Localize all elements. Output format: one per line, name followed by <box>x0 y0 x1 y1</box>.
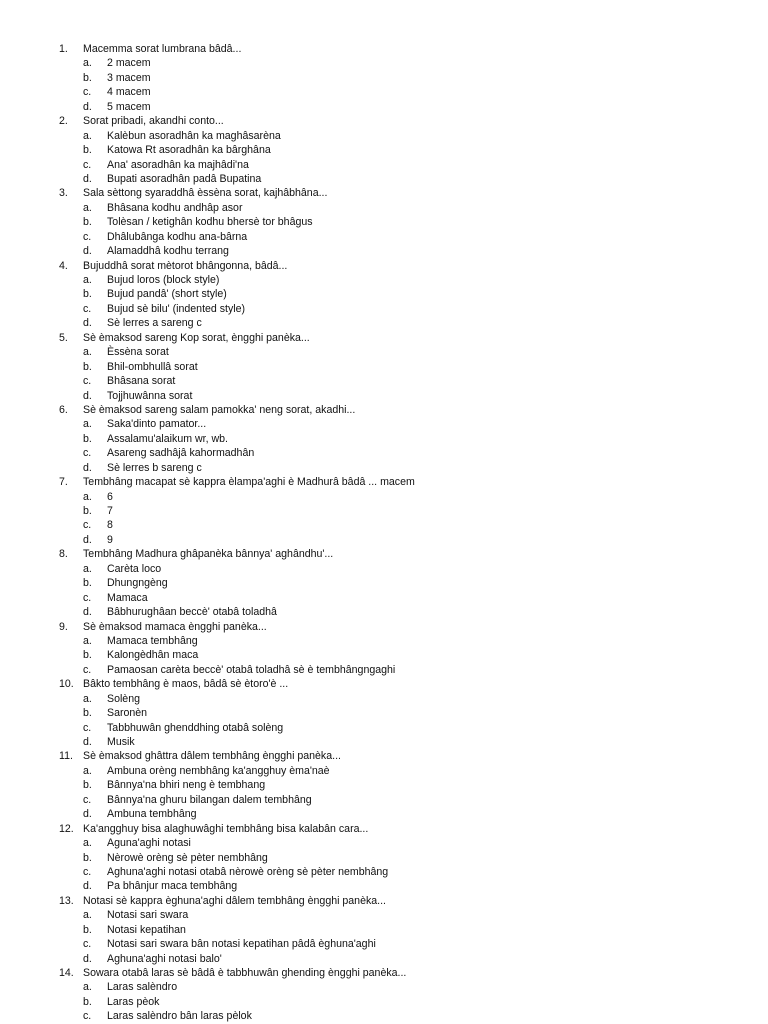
option-row <box>0 273 768 287</box>
option-letter: b. <box>83 144 92 157</box>
question-number: 1. <box>59 43 68 55</box>
option-letter: c. <box>83 447 92 460</box>
option-letter: a. <box>83 909 92 922</box>
question-number: 6. <box>59 403 68 416</box>
option-row <box>0 71 768 85</box>
option-letter: b. <box>83 995 92 1008</box>
option-text: Bhil-ombhullâ sorat <box>107 360 198 373</box>
question-item <box>0 677 768 749</box>
option-text: Solèng <box>107 692 140 705</box>
option-letter: b. <box>83 360 92 373</box>
option-letter: c. <box>83 86 92 99</box>
option-row <box>0 143 768 157</box>
option-row <box>0 865 768 879</box>
question-number: 13. <box>59 894 74 907</box>
question-row <box>0 331 768 345</box>
option-text: Bujud pandâ' (short style) <box>107 288 227 301</box>
option-text: Dhâlubânga kodhu ana-bârna <box>107 230 248 243</box>
option-letter: b. <box>83 779 92 792</box>
option-row <box>0 605 768 619</box>
option-letter: a. <box>83 57 92 70</box>
option-letter: d. <box>83 880 92 893</box>
question-text: Sowara otabâ laras sè bâdâ è tabbhuwân ghending èngghi panèka... <box>83 967 407 979</box>
option-row <box>0 389 768 403</box>
option-text: Bujud sè bilu' (indented style) <box>107 302 246 315</box>
option-text: Ambuna tembhâng <box>107 808 197 821</box>
option-letter: a. <box>83 981 92 994</box>
option-row <box>0 807 768 821</box>
option-text: Tolèsan / ketighân kodhu bhersè tor bhâgus <box>107 216 313 229</box>
question-row <box>0 894 768 908</box>
option-text: 7 <box>107 505 113 517</box>
option-row <box>0 764 768 778</box>
option-row <box>0 244 768 258</box>
question-text: Sorat pribadi, akandhi conto... <box>83 115 224 128</box>
option-letter: a. <box>83 201 92 214</box>
question-text: Bujuddhâ sorat mètorot bhângonna, bâdâ... <box>83 259 288 272</box>
option-letter: c. <box>83 938 92 951</box>
question-item <box>0 403 768 475</box>
option-text: Tabbhuwân ghenddhing otabâ solèng <box>107 721 284 734</box>
option-text: 6 <box>107 490 113 503</box>
option-row <box>0 937 768 951</box>
option-row <box>0 995 768 1009</box>
option-text: Katowa Rt asoradhân ka bârghâna <box>107 144 271 157</box>
option-letter: b. <box>83 432 92 445</box>
option-letter: d. <box>83 245 92 258</box>
option-text: 8 <box>107 519 113 532</box>
option-text: Saka'dinto pamator... <box>107 418 207 431</box>
option-letter: a. <box>83 562 92 575</box>
option-text: Bhâsana sorat <box>107 375 176 388</box>
option-letter: d. <box>83 317 92 330</box>
option-row <box>0 735 768 749</box>
option-row <box>0 316 768 330</box>
option-text: Ana' asoradhân ka majhâdi'na <box>107 158 249 171</box>
option-text: 3 macem <box>107 71 151 84</box>
option-text: Pa bhânjur maca tembhâng <box>107 880 238 893</box>
option-letter: c. <box>83 302 92 315</box>
option-text: Bânnya'na bhiri neng è tembhang <box>107 779 266 792</box>
option-row <box>0 778 768 792</box>
question-number: 9. <box>59 620 68 633</box>
question-number: 4. <box>59 259 68 272</box>
question-text: Ka'angghuy bisa alaghuwâghi tembhâng bisa kalabân cara... <box>83 822 369 835</box>
option-text: Saronèn <box>107 707 148 720</box>
option-text: Mamaca tembhâng <box>107 634 198 647</box>
question-text: Sè èmaksod sareng Kop sorat, èngghi panèka... <box>83 331 310 344</box>
option-letter: d. <box>83 606 92 619</box>
question-row <box>0 822 768 836</box>
option-text: Aghuna'aghi notasi otabâ nèrowè orèng sè pèter nembhâng <box>107 865 389 878</box>
option-row <box>0 706 768 720</box>
option-text: 4 macem <box>107 86 151 99</box>
option-text: Kalèbun asoradhân ka maghâsarèna <box>107 129 281 142</box>
question-item <box>0 475 768 547</box>
option-text: Mamaca <box>107 591 148 604</box>
question-row <box>0 42 768 56</box>
question-text: Notasi sè kappra èghuna'aghi dâlem tembhâng èngghi panèka... <box>83 894 386 907</box>
option-row <box>0 879 768 893</box>
option-row <box>0 533 768 547</box>
option-row <box>0 201 768 215</box>
question-number: 8. <box>59 548 68 561</box>
option-text: Bâbhurughâan beccè' otabâ toladhâ <box>107 606 277 619</box>
option-text: 5 macem <box>107 100 151 113</box>
question-item <box>0 114 768 186</box>
option-row <box>0 230 768 244</box>
option-text: Bhâsana kodhu andhâp asor <box>107 201 243 214</box>
option-text: Bupati asoradhân padâ Bupatina <box>107 172 262 185</box>
option-row <box>0 663 768 677</box>
option-text: Notasi sari swara <box>107 909 189 922</box>
option-letter: d. <box>83 172 92 185</box>
option-letter: c. <box>83 1010 92 1023</box>
option-letter: b. <box>83 71 92 84</box>
option-text: Sè lerres a sareng c <box>107 317 202 330</box>
question-row <box>0 186 768 200</box>
option-row <box>0 172 768 186</box>
option-row <box>0 360 768 374</box>
question-row <box>0 966 768 980</box>
option-row <box>0 432 768 446</box>
question-text: Sala sèttong syaraddhâ èssèna sorat, kajhâbhâna... <box>83 187 328 200</box>
question-text: Macemma sorat lumbrana bâdâ... <box>83 43 242 55</box>
option-text: Notasi kepatihan <box>107 923 186 936</box>
question-item <box>0 966 768 1024</box>
option-row <box>0 504 768 518</box>
option-row <box>0 461 768 475</box>
option-text: Laras salèndro <box>107 981 178 994</box>
question-number: 3. <box>59 187 68 200</box>
question-number: 2. <box>59 115 68 128</box>
option-letter: b. <box>83 216 92 229</box>
option-row <box>0 692 768 706</box>
option-text: Bujud loros (block style) <box>107 274 220 286</box>
option-row <box>0 215 768 229</box>
question-row <box>0 475 768 489</box>
option-text: Musik <box>107 736 135 748</box>
option-letter: a. <box>83 346 92 359</box>
option-row <box>0 591 768 605</box>
question-text: Sè èmaksod ghâttra dâlem tembhâng èngghi panèka... <box>83 750 341 763</box>
option-text: Assalamu'alaikum wr, wb. <box>107 432 228 445</box>
option-letter: b. <box>83 707 92 720</box>
option-row <box>0 345 768 359</box>
option-letter: c. <box>83 591 92 604</box>
question-text: Tembhâng macapat sè kappra èlampa'aghi è Madhurâ bâdâ ... macem <box>83 476 415 489</box>
option-letter: b. <box>83 288 92 301</box>
option-letter: a. <box>83 692 92 705</box>
option-text: 2 macem <box>107 57 151 70</box>
option-row <box>0 836 768 850</box>
option-row <box>0 952 768 966</box>
option-letter: d. <box>83 100 92 113</box>
option-letter: c. <box>83 663 92 676</box>
option-row <box>0 648 768 662</box>
option-row <box>0 793 768 807</box>
question-item <box>0 894 768 966</box>
question-number: 7. <box>59 476 68 489</box>
question-text: Sè èmaksod sareng salam pamokka' neng sorat, akadhi... <box>83 403 356 416</box>
option-row <box>0 417 768 431</box>
option-text: Aghuna'aghi notasi balo' <box>107 952 222 965</box>
option-text: Nèrowè orèng sè pèter nembhâng <box>107 851 268 864</box>
option-row <box>0 490 768 504</box>
option-letter: b. <box>83 649 92 662</box>
option-letter: a. <box>83 490 92 503</box>
option-letter: b. <box>83 923 92 936</box>
option-letter: c. <box>83 865 92 878</box>
question-row <box>0 403 768 417</box>
option-text: Èssèna sorat <box>107 346 169 359</box>
question-row <box>0 620 768 634</box>
question-row <box>0 547 768 561</box>
option-letter: c. <box>83 793 92 806</box>
option-letter: a. <box>83 837 92 850</box>
question-list <box>0 42 768 1024</box>
option-text: Notasi sari swara bân notasi kepatihan pâdâ èghuna'aghi <box>107 938 376 951</box>
option-row <box>0 980 768 994</box>
question-row <box>0 749 768 763</box>
question-item <box>0 259 768 331</box>
option-letter: d. <box>83 533 92 546</box>
option-text: Tojjhuwânna sorat <box>107 389 193 402</box>
option-letter: a. <box>83 418 92 431</box>
option-row <box>0 923 768 937</box>
question-number: 10. <box>59 678 74 691</box>
option-text: Carèta loco <box>107 562 162 575</box>
option-row <box>0 85 768 99</box>
question-item <box>0 547 768 619</box>
option-letter: b. <box>83 851 92 864</box>
option-letter: b. <box>83 505 92 517</box>
option-letter: a. <box>83 634 92 647</box>
option-row <box>0 576 768 590</box>
option-text: Dhungngèng <box>107 577 168 590</box>
question-number: 5. <box>59 331 68 344</box>
option-letter: d. <box>83 389 92 402</box>
question-item <box>0 620 768 678</box>
option-text: Alamaddhâ kodhu terrang <box>107 245 229 258</box>
question-row <box>0 114 768 128</box>
question-number: 14. <box>59 967 74 979</box>
option-row <box>0 446 768 460</box>
question-item <box>0 749 768 821</box>
option-row <box>0 56 768 70</box>
question-text: Sè èmaksod mamaca èngghi panèka... <box>83 620 267 633</box>
option-text: Kalongèdhân maca <box>107 649 199 662</box>
option-row <box>0 158 768 172</box>
option-letter: b. <box>83 577 92 590</box>
option-letter: a. <box>83 764 92 777</box>
option-letter: a. <box>83 129 92 142</box>
option-text: Aguna'aghi notasi <box>107 837 191 850</box>
option-row <box>0 129 768 143</box>
question-item <box>0 331 768 403</box>
option-row <box>0 851 768 865</box>
question-text: Tembhâng Madhura ghâpanèka bânnya' aghândhu'... <box>83 548 334 561</box>
question-row <box>0 259 768 273</box>
option-row <box>0 908 768 922</box>
question-item <box>0 186 768 258</box>
question-item <box>0 42 768 114</box>
option-letter: c. <box>83 721 92 734</box>
option-text: Ambuna orèng nembhâng ka'angghuy èma'naè <box>107 764 330 777</box>
option-text: Bânnya'na ghuru bilangan dalem tembhâng <box>107 793 312 806</box>
option-text: Asareng sadhâjâ kahormadhân <box>107 447 255 460</box>
option-letter: d. <box>83 808 92 821</box>
option-row <box>0 721 768 735</box>
option-text: Laras salèndro bân laras pèlok <box>107 1010 252 1023</box>
question-number: 12. <box>59 822 74 835</box>
option-row <box>0 1009 768 1023</box>
option-row <box>0 518 768 532</box>
option-row <box>0 634 768 648</box>
option-letter: c. <box>83 158 92 171</box>
option-row <box>0 562 768 576</box>
option-text: Sè lerres b sareng c <box>107 461 202 474</box>
question-number: 11. <box>59 750 73 763</box>
option-letter: d. <box>83 952 92 965</box>
option-letter: a. <box>83 274 92 286</box>
option-row <box>0 302 768 316</box>
option-text: Laras pèok <box>107 995 160 1008</box>
option-letter: c. <box>83 375 92 388</box>
option-text: 9 <box>107 533 113 546</box>
question-item <box>0 822 768 894</box>
option-row <box>0 374 768 388</box>
question-row <box>0 677 768 691</box>
question-text: Bâkto tembhâng è maos, bâdâ sè ètoro'è ... <box>83 678 289 691</box>
option-text: Pamaosan carèta beccè' otabâ toladhâ sè è tembhângngaghi <box>107 663 396 676</box>
option-letter: c. <box>83 519 92 532</box>
option-letter: c. <box>83 230 92 243</box>
option-row <box>0 100 768 114</box>
option-letter: d. <box>83 736 92 748</box>
option-letter: d. <box>83 461 92 474</box>
option-row <box>0 287 768 301</box>
